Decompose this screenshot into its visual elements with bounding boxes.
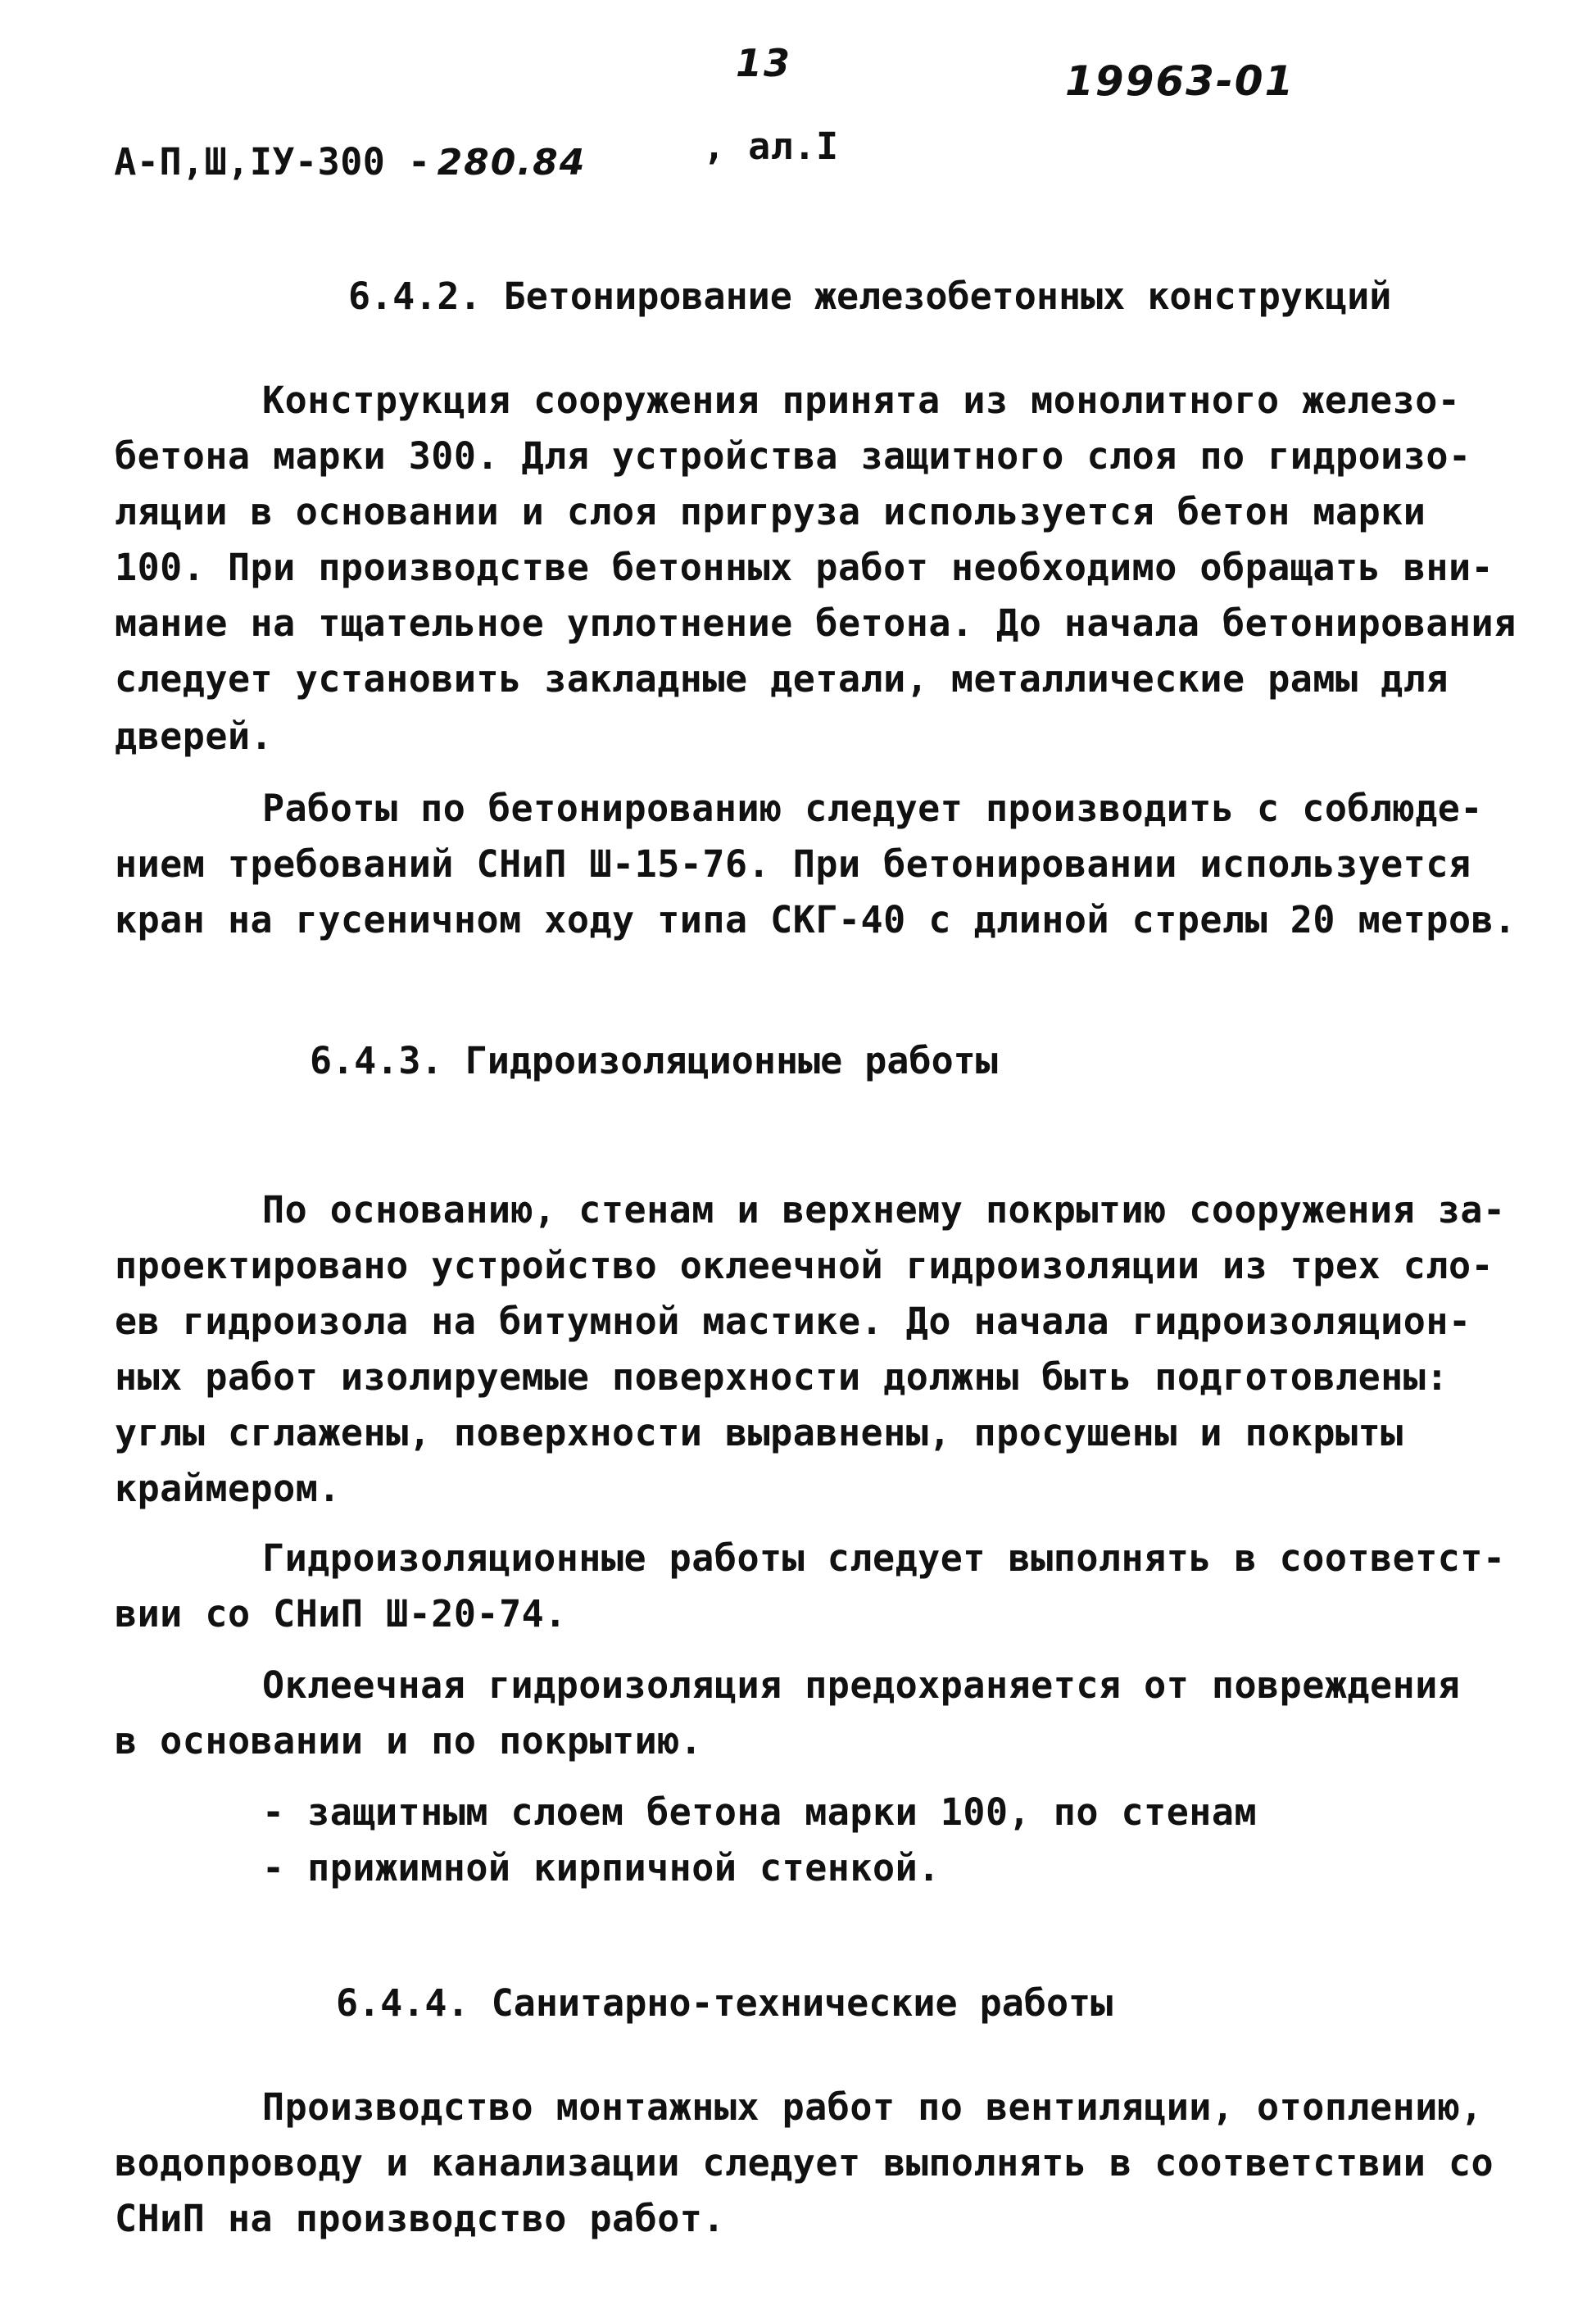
paragraph bbox=[115, 1188, 1524, 1540]
text-line: СНиП на производство работ. bbox=[115, 2197, 725, 2240]
text-line: Гидроизоляционные работы следует выполнять в соответст- bbox=[262, 1536, 1506, 1580]
paragraph bbox=[115, 2085, 1524, 2266]
list-item: - защитным слоем бетона марки 100, по стенам bbox=[262, 1790, 1258, 1834]
page-number: 13 bbox=[736, 41, 792, 85]
document-designation bbox=[98, 125, 586, 184]
designation-typed: А-П,Ш,IУ-300 - bbox=[114, 140, 431, 184]
paragraph bbox=[115, 1536, 1524, 1659]
section-heading: 6.4.3. Гидроизоляционные работы bbox=[310, 1039, 998, 1082]
text-line: нием требований СНиП Ш-15-76. При бетонировании используется bbox=[115, 842, 1471, 886]
text-line: водопроводу и канализации следует выполнять в соответствии со bbox=[115, 2141, 1494, 2185]
dash-list bbox=[262, 1790, 1491, 1913]
text-line: Оклеечная гидроизоляция предохраняется от повреждения bbox=[262, 1663, 1461, 1707]
text-line: вии со СНиП Ш-20-74. bbox=[115, 1592, 567, 1636]
text-line: ных работ изолируемые поверхности должны быть подготовлены: bbox=[115, 1355, 1449, 1399]
designation-handwritten: 280.84 bbox=[437, 142, 587, 184]
text-line: ляции в основании и слоя пригруза используется бетон марки bbox=[115, 490, 1426, 533]
text-line: Конструкция сооружения принята из монолитного железо- bbox=[262, 379, 1461, 422]
text-line: По основанию, стенам и верхнему покрытию сооружения за- bbox=[262, 1188, 1506, 1232]
text-line: кран на гусеничном ходу типа СКГ-40 с длиной стрелы 20 метров. bbox=[115, 898, 1517, 941]
list-item: - прижимной кирпичной стенкой. bbox=[262, 1846, 941, 1890]
section-heading: 6.4.4. Санитарно-технические работы bbox=[336, 1981, 1113, 2025]
text-line: краймером. bbox=[115, 1467, 341, 1510]
text-line: бетона марки 300. Для устройства защитного слоя по гидроизо- bbox=[115, 434, 1471, 478]
text-line: 100. При производстве бетонных работ необходимо обращать вни- bbox=[115, 546, 1494, 589]
text-line: следует установить закладные детали, металлические рамы для bbox=[115, 657, 1449, 701]
text-line: углы сглажены, поверхности выравнены, просушены и покрыты bbox=[115, 1411, 1403, 1454]
section-heading: 6.4.2. Бетонирование железобетонных конструкций bbox=[348, 274, 1392, 318]
paragraph bbox=[115, 379, 1524, 788]
document-number: 19963-01 bbox=[1065, 57, 1295, 105]
text-line: Работы по бетонированию следует производить с соблюде- bbox=[262, 787, 1483, 830]
paragraph bbox=[115, 1663, 1524, 1786]
text-line: ев гидроизола на битумной мастике. До начала гидроизоляцион- bbox=[115, 1300, 1471, 1343]
text-line: дверей. bbox=[115, 715, 274, 758]
text-line: мание на тщательное уплотнение бетона. До начала бетонирования bbox=[115, 601, 1517, 645]
text-line: Производство монтажных работ по вентиляции, отоплению, bbox=[262, 2085, 1483, 2129]
text-line: в основании и по покрытию. bbox=[115, 1719, 703, 1763]
text-line: проектировано устройство оклеечной гидроизоляции из трех сло- bbox=[115, 1244, 1494, 1287]
paragraph bbox=[115, 787, 1524, 967]
sheet-label: , ал.I bbox=[703, 125, 839, 168]
